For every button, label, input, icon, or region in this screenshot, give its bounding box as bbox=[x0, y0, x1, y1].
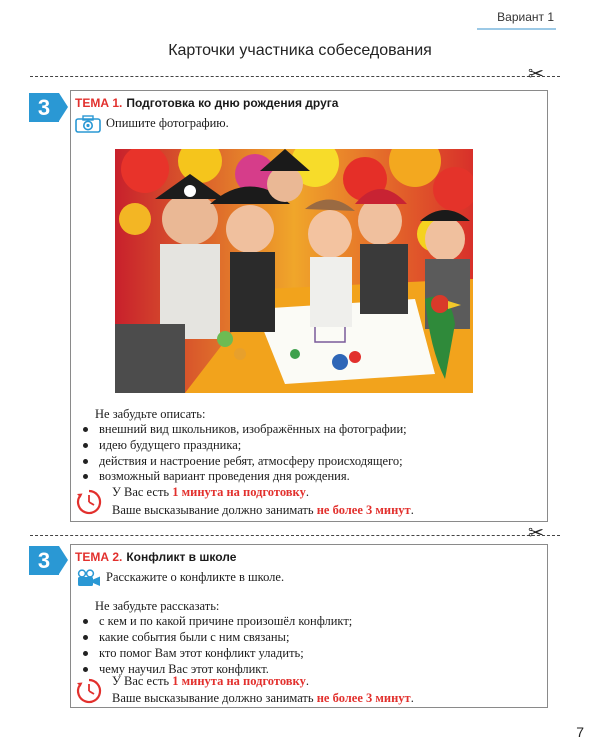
card-topic-2 bbox=[70, 544, 548, 708]
scissors-icon: ✂ bbox=[528, 63, 544, 85]
variant-label: Вариант 1 bbox=[477, 10, 556, 30]
scissors-icon: ✂ bbox=[528, 522, 544, 544]
card-number-badge: 3 bbox=[29, 93, 59, 122]
camera-icon bbox=[75, 115, 101, 133]
theme-title: Подготовка ко дню рождения друга bbox=[126, 96, 339, 110]
prep-time-text: У Вас есть 1 минута на подготовку. bbox=[112, 485, 309, 499]
theme-number: ТЕМА 1. bbox=[75, 96, 123, 110]
list-item: с кем и по какой причине произошёл конфликт; bbox=[83, 614, 352, 629]
list-item: чему научил Вас этот конфликт. bbox=[83, 662, 269, 677]
card-number-badge: 3 bbox=[29, 546, 59, 575]
theme-title: Конфликт в школе bbox=[126, 550, 237, 564]
task-line bbox=[75, 569, 284, 587]
task-text: Расскажите о конфликте в школе. bbox=[106, 569, 285, 584]
remember-label: Не забудьте рассказать: bbox=[95, 599, 220, 613]
page-title: Карточки участника собеседования bbox=[168, 42, 432, 59]
party-children-photo bbox=[115, 149, 473, 393]
list-item: действия и настроение ребят, атмосферу происходящего; bbox=[83, 454, 403, 469]
task-text: Опишите фотографию. bbox=[106, 115, 229, 130]
theme-heading bbox=[75, 550, 236, 564]
timer-icon bbox=[75, 488, 103, 516]
list-item: идею будущего праздника; bbox=[83, 438, 241, 453]
prep-time-text: У Вас есть 1 минута на подготовку. bbox=[112, 674, 309, 688]
theme-number: ТЕМА 2. bbox=[75, 550, 123, 564]
list-item: внешний вид школьников, изображённых на фотографии; bbox=[83, 422, 407, 437]
list-item: кто помог Вам этот конфликт уладить; bbox=[83, 646, 304, 661]
duration-text: Ваше высказывание должно занимать не более 3 минут. bbox=[112, 691, 414, 705]
list-item: какие события были с ним связаны; bbox=[83, 630, 289, 645]
card-topic-1 bbox=[70, 90, 548, 522]
list-item: возможный вариант проведения дня рождения. bbox=[83, 469, 350, 484]
timer-icon bbox=[75, 677, 103, 705]
remember-label: Не забудьте описать: bbox=[95, 407, 206, 421]
task-line bbox=[75, 115, 229, 133]
theme-heading bbox=[75, 96, 338, 110]
duration-text: Ваше высказывание должно занимать не более 3 минут. bbox=[112, 503, 414, 517]
page-number: 7 bbox=[576, 724, 584, 740]
cut-line bbox=[30, 76, 560, 77]
video-camera-icon bbox=[75, 569, 101, 587]
cut-line bbox=[30, 535, 560, 536]
